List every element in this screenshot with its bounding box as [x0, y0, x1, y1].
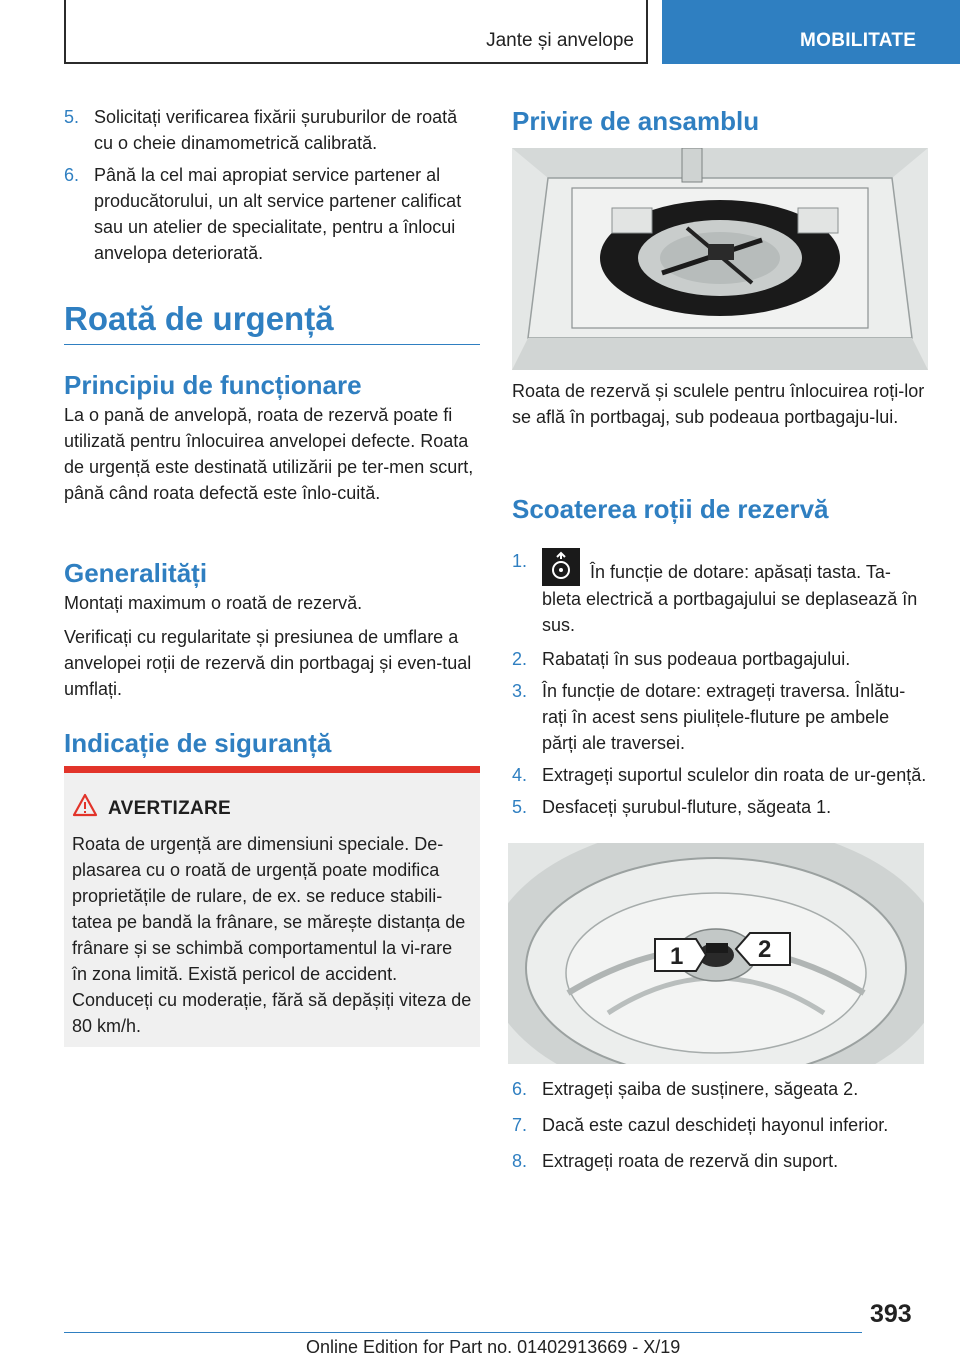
overview-caption: Roata de rezervă și sculele pentru înlocuirea roți-lor se află în portbagaj, sub podeaua portbagaju-lui. [512, 381, 925, 427]
main-heading-block [64, 300, 480, 345]
step-number: 8. [512, 1151, 528, 1171]
warning-box [64, 766, 480, 1047]
overview-section [512, 104, 928, 138]
warning-text: Roata de urgență are dimensiuni speciale. De-plasarea cu o roată de urgență poate modifica proprietățile de rulare, de ex. se reduce stabili-tatea pe bandă la frânare, se mărește distanța de frânare și se schimbă comportamentul la vi-rare în zona limită. Există pericol de accident. Conduceți cu moderație, fără să depășiți viteza de 80 km/h. [72, 834, 472, 1036]
step-text: Rabatați în sus podeaua portbagajului. [542, 649, 851, 669]
list-item [64, 104, 480, 156]
warning-title: AVERTIZARE [108, 798, 231, 819]
overview-heading: Privire de ansamblu [512, 106, 760, 136]
step-number: 3. [512, 681, 528, 701]
wheel-bolt-image [508, 843, 924, 1064]
step-number: 4. [512, 765, 528, 785]
footer-edition: Online Edition for Part no. 01402913669 - X/19 [306, 1337, 681, 1357]
header-section-box [64, 0, 648, 64]
general-text-2: Verificați cu regularitate și presiunea de umflare a anvelopei roții de rezervă din portbagaj și even-tual umflați. [64, 627, 472, 699]
list-item [512, 762, 928, 788]
list-item [512, 678, 928, 756]
header-chapter-title: MOBILITATE [800, 30, 917, 51]
step-number: 7. [512, 1115, 528, 1135]
step-text: Desfaceți șurubul-fluture, săgeata 1. [542, 797, 832, 817]
step-text: În funcție de dotare: extrageți traversa. Înlătu-rați în acest sens piulițele-fluture pe ambele părți ale traversei. [542, 681, 906, 753]
trunk-spare-wheel-image [512, 148, 928, 370]
list-item [512, 1112, 928, 1138]
figure-label-2: 2 [758, 936, 772, 963]
footer-divider [64, 1332, 862, 1333]
principle-section [64, 368, 480, 506]
step-number: 5. [64, 107, 80, 127]
step-number: 1. [512, 551, 528, 571]
step-text: Dacă este cazul deschideți hayonul inferior. [542, 1115, 889, 1135]
removal-section [512, 492, 928, 526]
step-text: Extrageți suportul sculelor din roata de ur-gență. [542, 765, 927, 785]
removal-heading: Scoaterea roții de rezervă [512, 494, 829, 524]
list-item [512, 646, 928, 672]
general-heading: Generalități [64, 558, 208, 588]
list-item [512, 1076, 928, 1102]
list-item [512, 548, 928, 638]
warning-triangle-icon [72, 793, 98, 817]
general-text-1: Montați maximum o roată de rezervă. [64, 593, 363, 613]
step-number: 5. [512, 797, 528, 817]
step-text: Până la cel mai apropiat service partener al producătorului, un alt service partener calificat sau un atelier de specialitate, pentru a înlocui anvelopa deteriorată. [94, 165, 462, 263]
step-text: Extrageți șaiba de susținere, săgeata 2. [542, 1079, 859, 1099]
safety-heading: Indicație de siguranță [64, 728, 332, 758]
trunk-floor-button-icon [542, 548, 580, 586]
main-heading: Roată de urgență [64, 300, 480, 345]
step-text: În funcție de dotare: apăsați tasta. Ta-bleta electrică a portbagajului se deplasează în sus. [542, 562, 918, 635]
general-section [64, 556, 480, 702]
safety-section [64, 726, 480, 760]
header-chapter-tab [662, 0, 960, 64]
step-number: 6. [512, 1079, 528, 1099]
header-section-title: Jante și anvelope [486, 30, 634, 51]
list-item [512, 1148, 928, 1174]
list-item [64, 162, 480, 266]
removal-steps-after [512, 1076, 928, 1180]
principle-heading: Principiu de funcționare [64, 370, 362, 400]
step-number: 6. [64, 165, 80, 185]
principle-text: La o pană de anvelopă, roata de rezervă poate fi utilizată pentru înlocuirea anvelopei defecte. Roata de urgență este destinată utilizării pe ter-men scurt, până când roata defectă este înlo-cuită. [64, 405, 474, 503]
left-steps-top [64, 104, 480, 272]
figure-label-1: 1 [670, 943, 684, 970]
step-text: Solicitați verificarea fixării șuruburilor de roată cu o cheie dinamometrică calibrată. [94, 107, 458, 153]
list-item [512, 794, 928, 820]
step-number: 2. [512, 649, 528, 669]
step-text: Extrageți roata de rezervă din suport. [542, 1151, 839, 1171]
page-number: 393 [870, 1300, 912, 1328]
overview-caption-block [512, 378, 928, 430]
removal-steps [512, 548, 928, 826]
